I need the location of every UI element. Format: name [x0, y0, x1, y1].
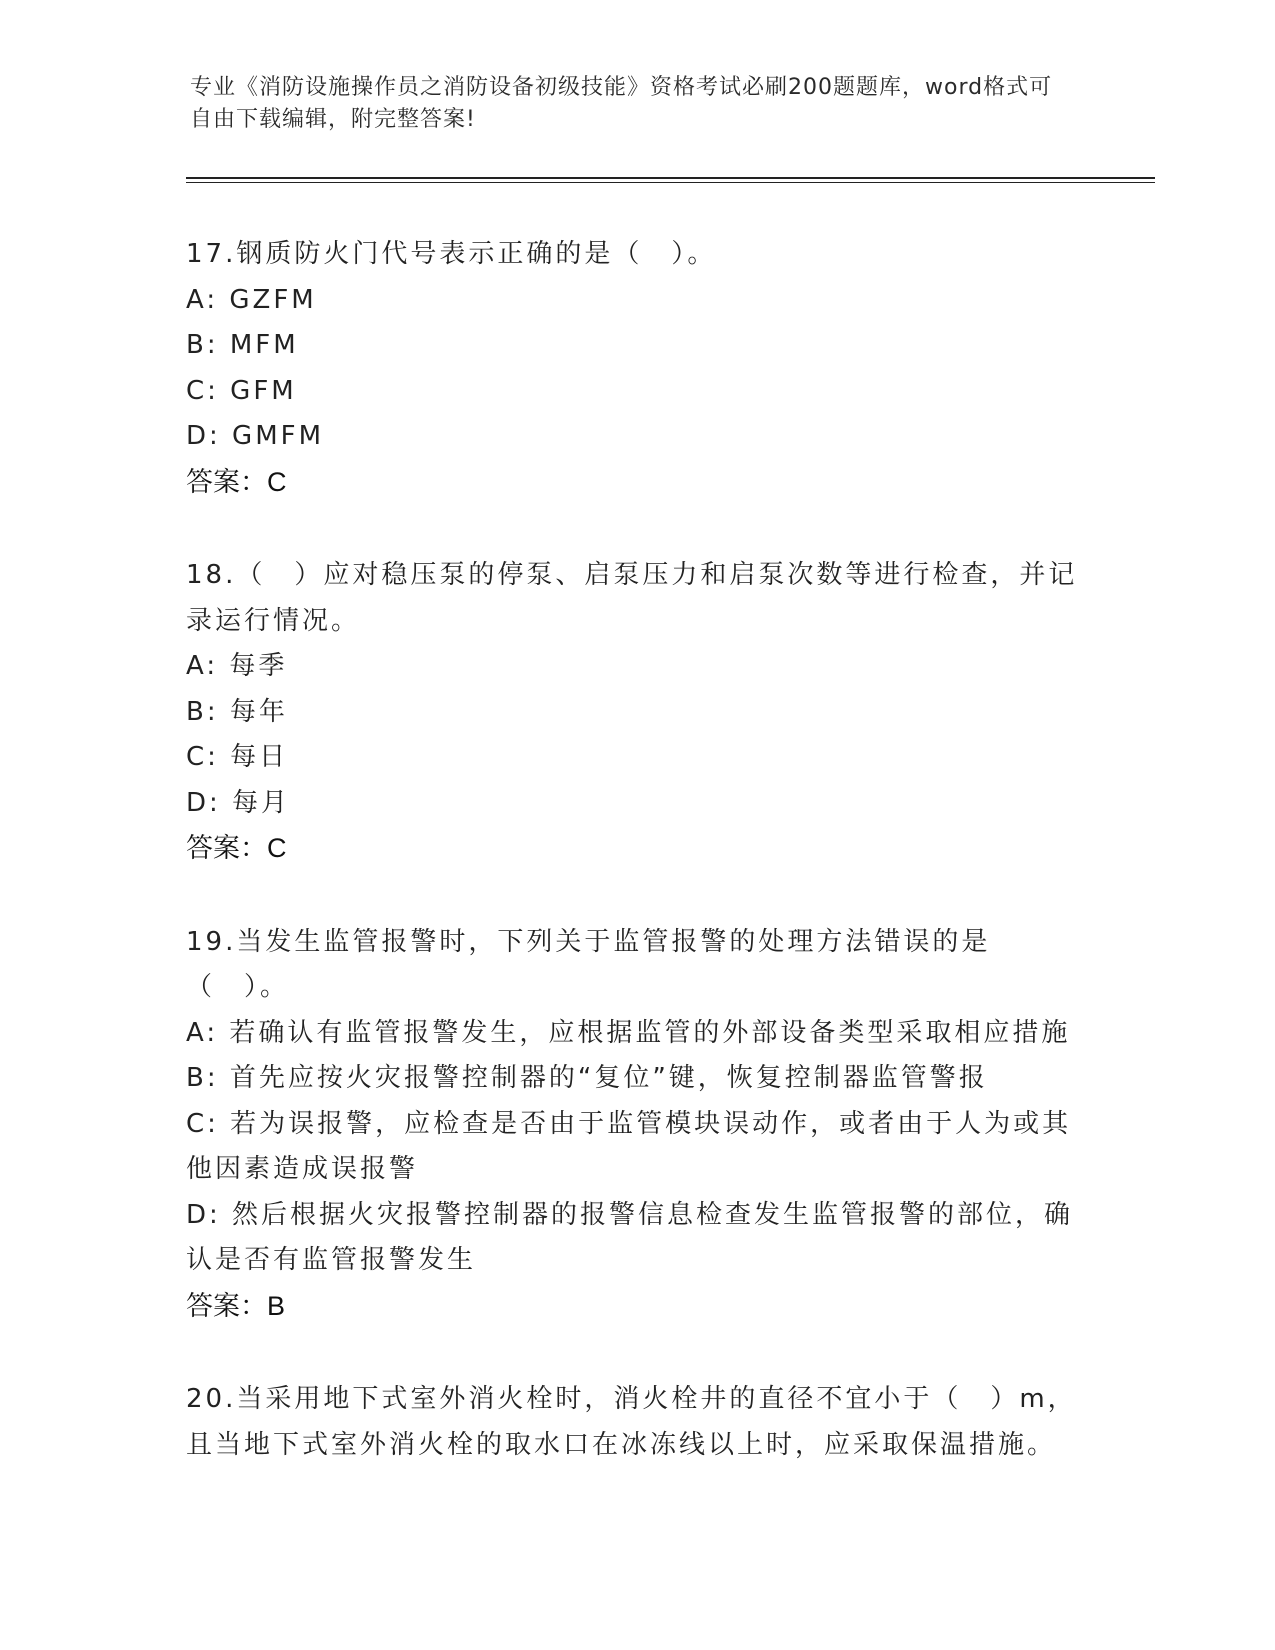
question-20	[186, 1377, 1086, 1468]
question-stem: 20.当采用地下式室外消火栓时，消火栓井的直径不宜小于（ ）m，且当地下式室外消火栓的取水口在冰冻线以上时，应采取保温措施。	[186, 1384, 1077, 1460]
question-stem: 18.（ ）应对稳压泵的停泵、启泵压力和启泵次数等进行检查，并记录运行情况。	[186, 560, 1078, 636]
option-a: A: 每季	[186, 651, 288, 681]
answer-line: 答案：C	[186, 466, 287, 497]
document-header: 专业《消防设施操作员之消防设备初级技能》资格考试必刷200题题库，word格式可自由下载编辑，附完整答案!	[190, 75, 1053, 132]
header-divider-thick	[186, 177, 1155, 179]
option-d: D: 然后根据火灾报警控制器的报警信息检查发生监管报警的部位，确认是否有监管报警发生	[186, 1199, 1074, 1275]
question-stem: 19.当发生监管报警时，下列关于监管报警的处理方法错误的是（ ）。	[186, 926, 991, 1002]
option-d: D: GMFM	[186, 421, 325, 451]
answer-line: 答案：B	[186, 1290, 286, 1321]
option-d: D: 每月	[186, 787, 291, 818]
option-a: A: 若确认有监管报警发生，应根据监管的外部设备类型采取相应措施	[186, 1017, 1071, 1048]
question-list	[186, 232, 1086, 1516]
option-c: C: 每日	[186, 742, 289, 772]
option-b: B: 每年	[186, 696, 288, 727]
header-divider-thin	[186, 182, 1155, 183]
option-b: B: 首先应按火灾报警控制器的“复位”键，恢复控制器监管警报	[186, 1063, 988, 1093]
question-17	[186, 232, 1086, 505]
question-stem: 17.钢质防火门代号表示正确的是（ ）。	[186, 239, 717, 269]
option-c: C: GFM	[186, 375, 297, 406]
answer-line: 答案：C	[186, 833, 287, 863]
option-c: C: 若为误报警，应检查是否由于监管模块误动作，或者由于人为或其他因素造成误报警	[186, 1108, 1072, 1184]
option-a: A: GZFM	[186, 284, 317, 315]
question-18	[186, 553, 1086, 872]
option-b: B: MFM	[186, 330, 299, 360]
question-19	[186, 920, 1086, 1330]
